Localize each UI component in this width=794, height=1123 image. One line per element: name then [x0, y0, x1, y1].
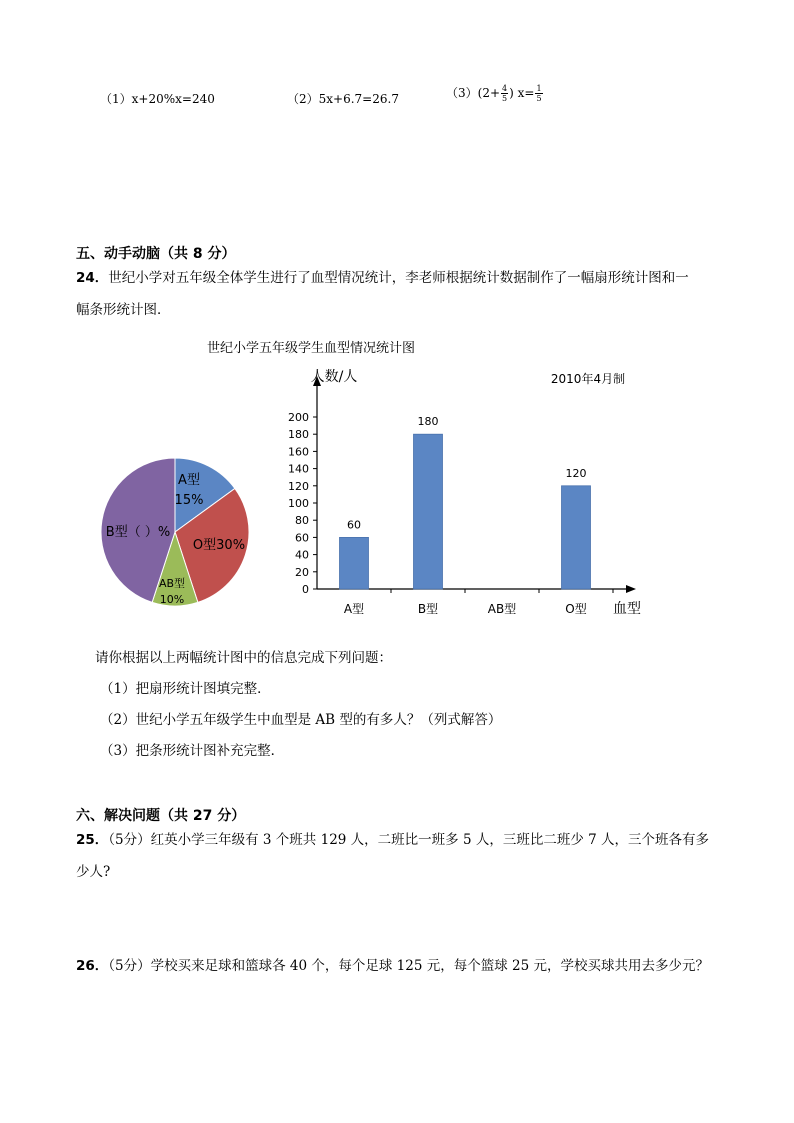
y-axis-label: 人数/人: [310, 369, 358, 385]
question-24-prompt: 请你根据以上两幅统计图中的信息完成下列问题：: [95, 650, 392, 666]
equation-1: （1）x+20%x=240: [100, 92, 215, 106]
equation-3-prefix: （3）(2+: [446, 86, 501, 100]
y-tick-label: 0: [302, 583, 309, 596]
pie-label-1-combo: O型30%: [192, 538, 246, 553]
question-24-sub-1: （1）把扇形统计图填完整．: [100, 681, 271, 697]
y-tick-label: 140: [288, 462, 309, 476]
x-category-label: O型: [565, 602, 587, 616]
question-25-line-1: [76, 825, 709, 855]
question-26-line-1: [76, 951, 709, 981]
chart-title: 世纪小学五年级学生血型情况统计图: [206, 341, 416, 356]
question-number: 26．: [76, 958, 109, 974]
y-tick-label: 80: [295, 514, 309, 528]
bar-data-label: 180: [417, 415, 439, 429]
x-axis-arrow-icon: [626, 585, 636, 593]
y-tick-label: 120: [288, 479, 309, 493]
bar-0: [340, 537, 369, 589]
chart-date: 2010年4月制: [550, 372, 626, 386]
pie-label-2-label: AB型: [158, 577, 186, 590]
y-tick-label: 60: [295, 531, 309, 545]
y-tick-label: 20: [295, 565, 309, 579]
fraction-numerator: 4: [502, 84, 508, 93]
x-category-label: A型: [343, 602, 365, 616]
pie-label-0-value: 15%: [174, 493, 204, 508]
pie-label-0-label: A型: [178, 473, 200, 488]
bar-chart: [288, 368, 641, 617]
bar-3: [562, 486, 591, 589]
fraction-denominator: 5: [502, 94, 508, 103]
y-tick-label: 160: [288, 445, 309, 459]
question-26-text: （5分）学校买来足球和篮球各 40 个，每个足球 125 元，每个篮球 25 元，学校买球共用去多少元？: [108, 958, 710, 974]
x-category-label: AB型: [487, 602, 517, 616]
section-6-title: 六、解决问题（共 27 分）: [76, 808, 246, 824]
y-tick-label: 40: [295, 548, 309, 562]
question-number: 25．: [76, 832, 109, 848]
question-24-sub-2: （2）世纪小学五年级学生中血型是 AB 型的有多人？（列式解答）: [100, 712, 502, 728]
question-25-line-2: 少人?: [76, 864, 111, 880]
question-25-text: （5分）红英小学三年级有 3 个班共 129 人，二班比一班多 5 人，三班比二班少 7 人，三个班各有多: [108, 832, 709, 848]
question-24-sub-3: （3）把条形统计图补充完整．: [100, 743, 285, 759]
question-number: 24．: [76, 270, 109, 286]
x-axis-label: 血型: [613, 601, 641, 617]
y-tick-label: 100: [288, 497, 309, 510]
bar-1: [414, 434, 443, 589]
x-category-label: B型: [417, 602, 439, 616]
question-24-line-2: 幅条形统计图．: [76, 302, 171, 318]
pie-label-3-combo: B型（ ）%: [105, 525, 171, 540]
section-5-title: 五、动手动脑（共 8 分）: [76, 246, 236, 262]
fraction-denominator: 5: [536, 94, 542, 103]
y-tick-label: 200: [288, 411, 309, 424]
question-24-text: 世纪小学对五年级全体学生进行了血型情况统计，李老师根据统计数据制作了一幅扇形统计图和一: [108, 270, 689, 286]
equation-3-mid: ) x=: [509, 86, 535, 100]
y-tick-label: 180: [288, 428, 309, 442]
pie-chart: [101, 458, 249, 606]
equation-2: （2）5x+6.7=26.7: [287, 92, 399, 106]
fraction-numerator: 1: [536, 84, 542, 93]
pie-label-2-value: 10%: [159, 593, 185, 606]
bar-data-label: 120: [565, 466, 587, 480]
bar-data-label: 60: [347, 518, 361, 532]
